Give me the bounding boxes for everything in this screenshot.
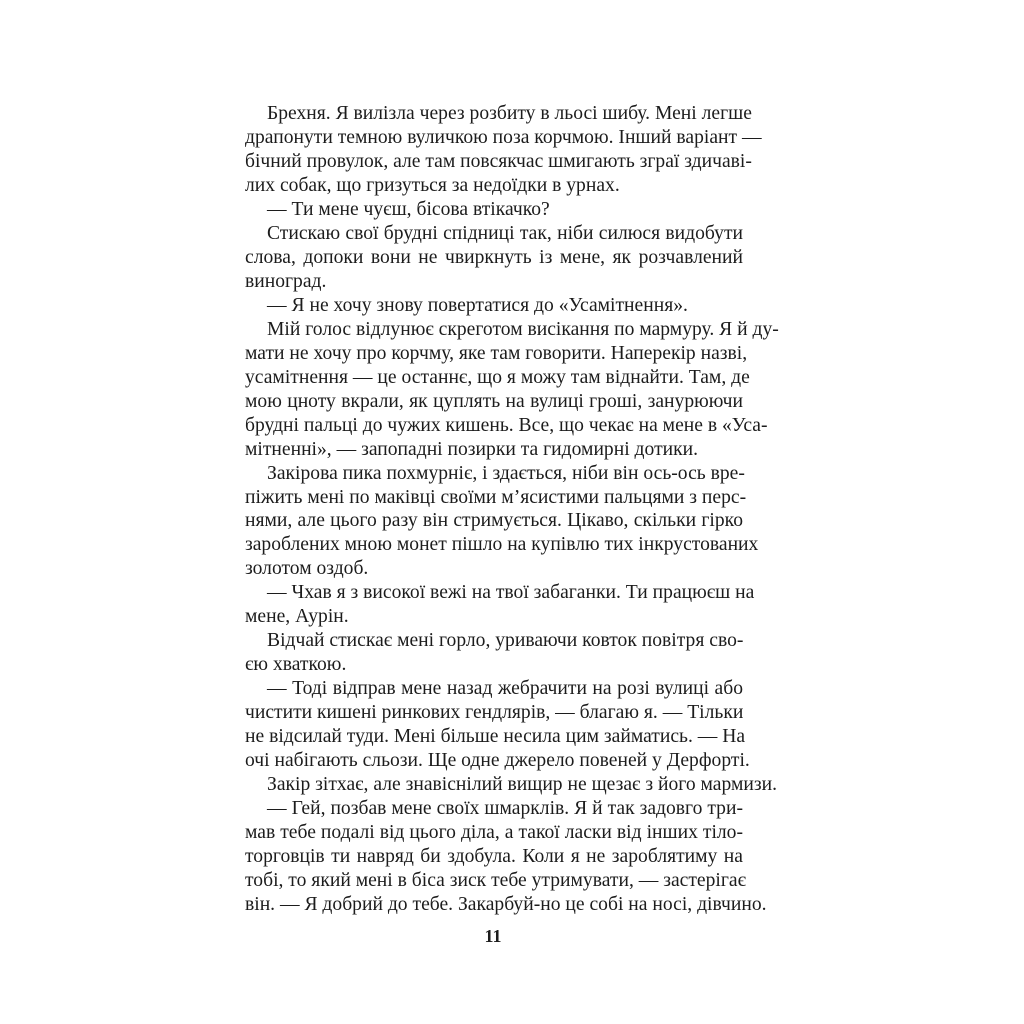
text-line: Відчай стискає мені горло, уриваючи ковток повітря сво-	[267, 630, 744, 652]
text-line: драпонути темною вуличкою поза корчмою. Інший варіант —	[245, 126, 762, 148]
text-line: бічний провулок, але там повсякчас шмигають зграї здичаві-	[245, 150, 752, 172]
text-line: — Тоді відправ мене назад жебрачити на розі вулиці або	[267, 678, 743, 700]
text-line: мати не хочу про корчму, яке там говорити. Наперекір назві,	[245, 342, 748, 364]
text-line: брудні пальці до чужих кишень. Все, що чекає на мене в «Уса-	[245, 414, 768, 436]
text-line: мітненні», — запопадні позирки та гидомирні дотики.	[245, 438, 699, 460]
text-line: слова, допоки вони не чвиркнуть із мене, як розчавлений	[245, 246, 743, 268]
text-line: торговців ти навряд би здобула. Коли я не зароблятиму на	[245, 846, 743, 868]
text-line: Брехня. Я вилізла через розбиту в льосі шибу. Мені легше	[267, 103, 752, 124]
text-line: тобі, то який мені в біса зиск тебе утримувати, — застерігає	[245, 870, 747, 891]
text-line: Закірова пика похмурніє, і здається, ніби він ось-ось вре-	[267, 462, 745, 484]
text-line: мою цноту вкрали, як цуплять на вулиці гроші, занурюючи	[245, 390, 743, 412]
text-line: нями, але цього разу він стримується. Цікаво, скільки гірко	[245, 510, 743, 532]
text-line: усамітнення — це останнє, що я можу там віднайти. Там, де	[245, 366, 750, 388]
text-line: виноград.	[245, 270, 327, 292]
text-line: піжить мені по маківці своїми м’ясистими пальцями з перс-	[245, 486, 747, 508]
text-line: не відсилай туди. Мені більше несила цим займатись. — На	[245, 726, 746, 748]
page-number: 11	[484, 926, 502, 946]
text-line: лих собак, що гризуться за недоїдки в урнах.	[245, 174, 620, 196]
text-line: — Я не хочу знову повертатися до «Усамітнення».	[267, 294, 688, 316]
text-line: золотом оздоб.	[245, 558, 369, 580]
body-text	[245, 102, 779, 917]
text-line: він. — Я добрий до тебе. Закарбуй-но це собі на носі, дівчино.	[245, 893, 767, 915]
text-line: єю хваткою.	[245, 654, 347, 676]
text-line: — Чхав я з високої вежі на твої забаганки. Ти працюєш на	[267, 582, 755, 604]
text-line: — Гей, позбав мене своїх шмарклів. Я й так задовго три-	[267, 798, 743, 820]
text-line: мав тебе подалі від цього діла, а такої ласки від інших тіло-	[245, 822, 743, 844]
text-line: мене, Аурін.	[245, 606, 349, 628]
text-line: Закір зітхає, але знавіснілий вищир не щезає з його мармизи.	[267, 774, 777, 796]
text-line: — Ти мене чуєш, бісова втікачко?	[267, 198, 550, 220]
text-line: очі набігають сльози. Ще одне джерело повеней у Дерфорті.	[245, 750, 750, 772]
text-line: зароблених мною монет пішло на купівлю тих інкрустованих	[245, 534, 759, 556]
text-line: Стискаю свої брудні спідниці так, ніби силюся видобути	[267, 222, 743, 244]
text-line: Мій голос відлунює скреготом висікання по мармуру. Я й ду-	[267, 318, 779, 340]
text-line: чистити кишені ринкових гендлярів, — благаю я. — Тільки	[245, 702, 744, 724]
